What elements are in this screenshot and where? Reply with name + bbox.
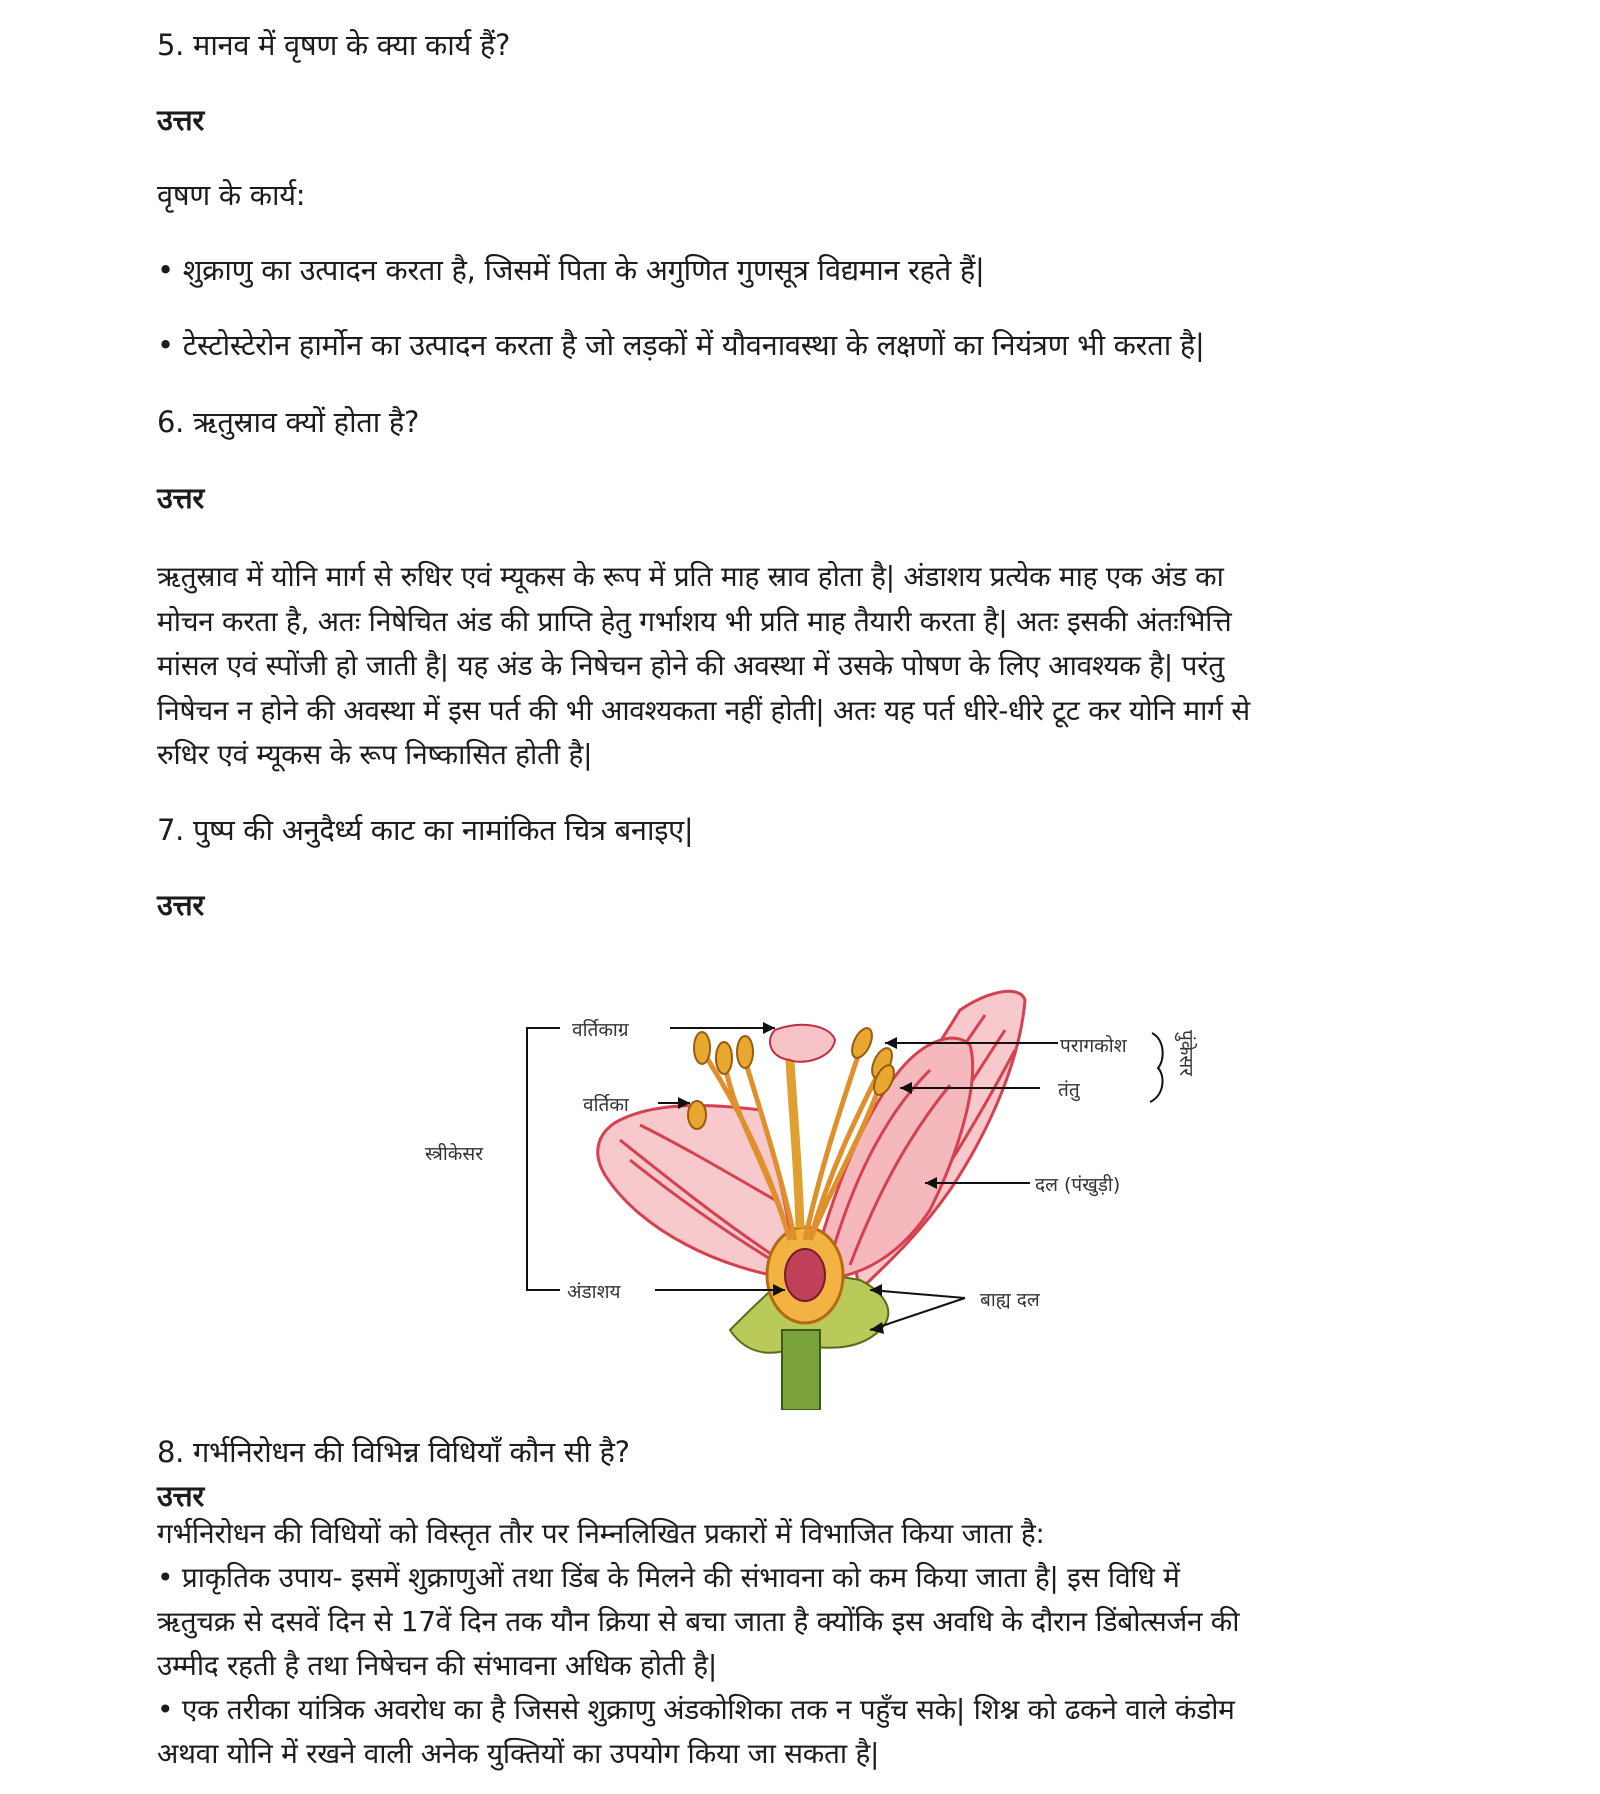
label-pistil: स्त्रीकेसर: [425, 1143, 484, 1165]
label-stamen: पुंकेसर: [1175, 1030, 1197, 1076]
label-ovary: अंडाशय: [567, 1281, 621, 1303]
answer-8-paragraph: [157, 1512, 1477, 1776]
answer-8-line: अथवा योनि में रखने वाली अनेक युक्तियों का उपयोग किया जा सकता है|: [157, 1737, 880, 1770]
label-style: वर्तिका: [583, 1094, 629, 1116]
answer-8-line: उम्मीद रहती है तथा निषेचन की संभावना अधिक होती है|: [157, 1649, 717, 1682]
pistil-bracket: [527, 1028, 560, 1290]
question-6: 6. ऋतुस्राव क्यों होता है?: [157, 405, 420, 439]
flower-longitudinal-section-diagram: [400, 960, 1220, 1410]
stamen-brace: [1150, 1033, 1163, 1102]
label-anther: परागकोश: [1060, 1035, 1127, 1057]
answer-label-8: उत्तर: [157, 1479, 204, 1513]
answer-8-line: • एक तरीका यांत्रिक अवरोध का है जिससे शुक्राणु अंडकोशिका तक न पहुँच सके| शिश्न को ढकने वाले कंडोम: [157, 1693, 1235, 1726]
style-shape: [790, 1060, 800, 1228]
answer-6-line: ऋतुस्राव में योनि मार्ग से रुधिर एवं म्यूकस के रूप में प्रति माह स्राव होता है| अंडाशय प्रत्येक माह एक अंड का: [157, 560, 1224, 593]
answer-6-line: निषेचन न होने की अवस्था में इस पर्त की भी आवश्यकता नहीं होती| अतः यह पर्त धीरे-धीरे टूट कर योनि मार्ग से: [157, 693, 1250, 727]
answer-8-line: • प्राकृतिक उपाय- इसमें शुक्राणुओं तथा डिंब के मिलने की संभावना को कम किया जाता है| इस विधि में: [157, 1561, 1180, 1594]
stigma-shape: [770, 1025, 835, 1062]
answer-label-7: उत्तर: [157, 888, 204, 922]
answer-6-line: मांसल एवं स्पोंजी हो जाती है| यह अंड के निषेचन होने की अवस्था में उसके पोषण के लिए आवश्यक है| परंतु: [157, 649, 1224, 682]
answer-8-line: ऋतुचक्र से दसवें दिन से 17वें दिन तक यौन क्रिया से बचा जाता है क्योंकि इस अवधि के दौरान डिंबोत्सर्जन की: [157, 1605, 1240, 1638]
label-petal: दल (पंखुड़ी): [1035, 1174, 1121, 1196]
answer-6-line: मोचन करता है, अतः निषेचित अंड की प्राप्ति हेतु गर्भाशय भी प्रति माह तैयारी करता है| अतः इसकी अंतःभित्ति: [157, 604, 1232, 638]
answer-5-bullet-2: • टेस्टोस्टेरोन हार्मोन का उत्पादन करता है जो लड़कों में यौवनावस्था के लक्षणों का नियंत्रण भी करता है|: [157, 328, 1205, 362]
answer-label-6: उत्तर: [157, 481, 204, 515]
answer-5-bullet-1: • शुक्राणु का उत्पादन करता है, जिसमें पिता के अगुणित गुणसूत्र विद्यमान रहते हैं|: [157, 253, 985, 287]
label-sepal: बाह्य दल: [980, 1289, 1040, 1311]
question-5: 5. मानव में वृषण के क्या कार्य हैं?: [157, 28, 511, 62]
answer-8-line: गर्भनिरोधन की विधियों को विस्तृत तौर पर निम्नलिखित प्रकारों में विभाजित किया जाता है:: [157, 1517, 1045, 1550]
question-7: 7. पुष्प की अनुदैर्ध्य काट का नामांकित चित्र बनाइए|: [157, 813, 694, 847]
label-filament: तंतु: [1058, 1079, 1080, 1101]
question-8: 8. गर्भनिरोधन की विभिन्न विधियाँ कौन सी है?: [157, 1435, 630, 1469]
label-stigma: वर्तिकाग्र: [572, 1019, 629, 1041]
answer-6-paragraph: [157, 555, 1477, 778]
stalk-shape: [782, 1330, 820, 1410]
answer-6-line: रुधिर एवं म्यूकस के रूप निष्कासित होती है|: [157, 738, 593, 771]
answer-5-intro: वृषण के कार्य:: [157, 178, 306, 212]
answer-label-5: उत्तर: [157, 103, 204, 137]
